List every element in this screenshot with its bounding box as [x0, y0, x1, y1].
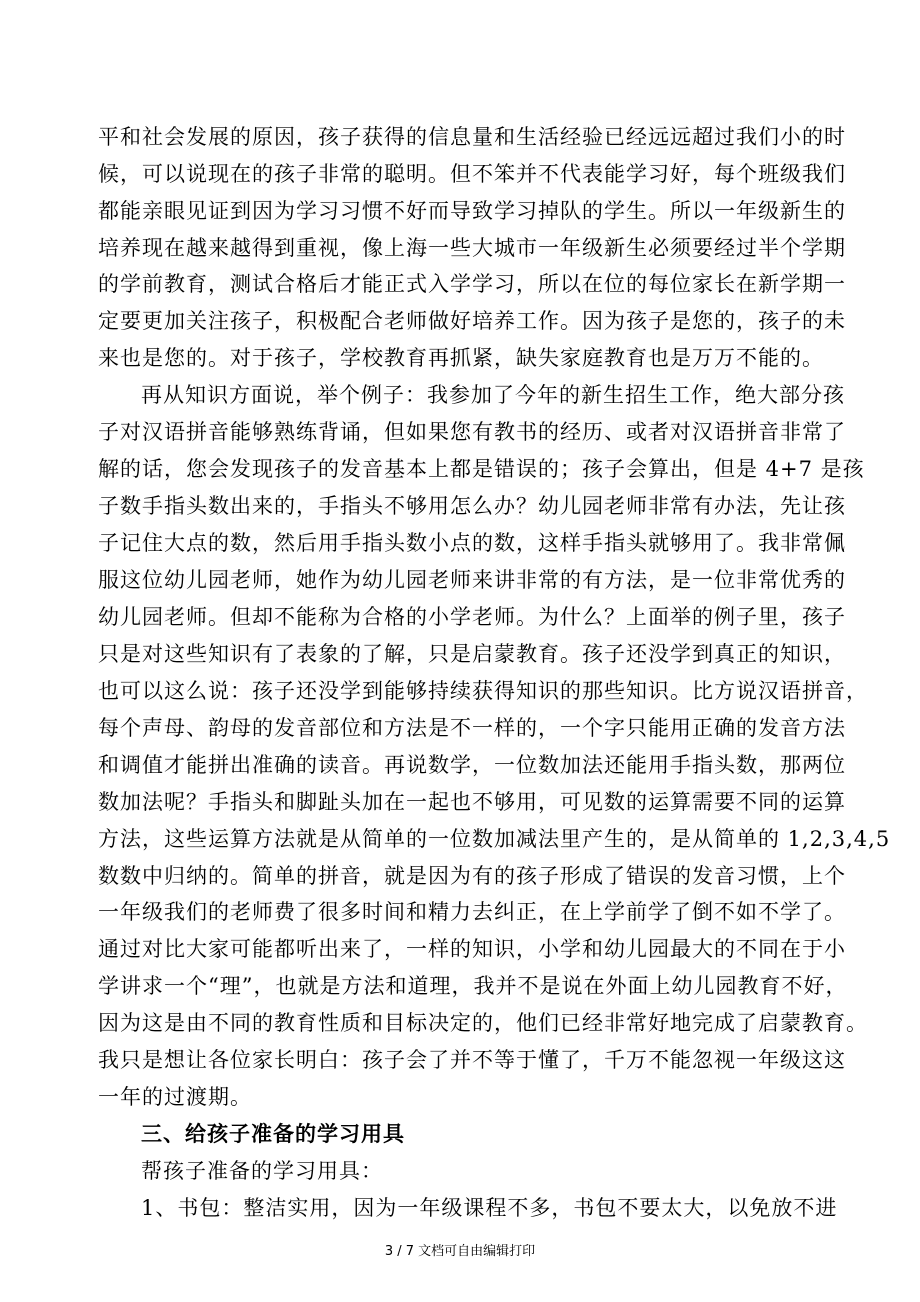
paragraph-line: 数加法呢？手指头和脚趾头加在一起也不够用，可见数的运算需要不同的运算 — [98, 790, 846, 814]
paragraph-line: 一年级我们的老师费了很多时间和精力去纠正，在上学前学了倒不如不学了。 — [98, 900, 846, 924]
paragraph-line: 子数手指头数出来的，手指头不够用怎么办？幼儿园老师非常有办法，先让孩 — [98, 494, 846, 518]
paragraph-line: 因为这是由不同的教育性质和目标决定的，他们已经非常好地完成了启蒙教育。 — [98, 1011, 868, 1035]
paragraph-line: 和调值才能拼出准确的读音。再说数学，一位数加法还能用手指头数，那两位 — [98, 753, 846, 777]
paragraph-line: 每个声母、韵母的发音部位和方法是不一样的，一个字只能用正确的发音方法 — [98, 716, 846, 740]
paragraph-line: 来也是您的。对于孩子，学校教育再抓紧，缺失家庭教育也是万万不能的。 — [98, 346, 824, 370]
paragraph-line: 1、书包：整洁实用，因为一年级课程不多，书包不要太大，以免放不进 — [141, 1196, 838, 1220]
paragraph-line: 培养现在越来越得到重视，像上海一些大城市一年级新生必须要经过半个学期 — [98, 236, 846, 260]
paragraph-line: 子记住大点的数，然后用手指头数小点的数，这样手指头就够用了。我非常佩 — [98, 531, 846, 555]
paragraph-line: 幼儿园老师。但却不能称为合格的小学老师。为什么？上面举的例子里，孩子 — [98, 605, 846, 629]
paragraph-line: 方法，这些运算方法就是从简单的一位数加减法里产生的，是从简单的 1,2,3,4,5 — [98, 827, 891, 851]
paragraph-line: 平和社会发展的原因，孩子获得的信息量和生活经验已经远远超过我们小的时 — [98, 125, 846, 149]
paragraph-line: 我只是想让各位家长明白：孩子会了并不等于懂了，千万不能忽视一年级这这 — [98, 1048, 846, 1072]
section-heading: 三、给孩子准备的学习用具 — [141, 1122, 405, 1146]
paragraph-line: 服这位幼儿园老师，她作为幼儿园老师来讲非常的有方法，是一位非常优秀的 — [98, 568, 846, 592]
paragraph-line: 子对汉语拼音能够熟练背诵，但如果您有教书的经历、或者对汉语拼音非常了 — [98, 420, 846, 444]
paragraph-line: 学讲求一个“理”，也就是方法和道理，我并不是说在外面上幼儿园教育不好， — [98, 974, 848, 998]
paragraph-line: 帮孩子准备的学习用具： — [141, 1159, 383, 1183]
paragraph-line: 解的话，您会发现孩子的发音基本上都是错误的；孩子会算出，但是 4+7 是孩 — [98, 457, 865, 481]
paragraph-line: 候，可以说现在的孩子非常的聪明。但不笨并不代表能学习好，每个班级我们 — [98, 162, 846, 186]
paragraph-line: 都能亲眼见证到因为学习习惯不好而导致学习掉队的学生。所以一年级新生的 — [98, 199, 846, 223]
paragraph-line: 的学前教育，测试合格后才能正式入学学习，所以在位的每位家长在新学期一 — [98, 272, 846, 296]
page-footer: 3 / 7 文档可自由编辑打印 — [384, 1244, 536, 1259]
paragraph-line: 一年的过渡期。 — [98, 1085, 252, 1109]
paragraph-line: 只是对这些知识有了表象的了解，只是启蒙教育。孩子还没学到真正的知识， — [98, 642, 846, 666]
paragraph-line: 也可以这么说：孩子还没学到能够持续获得知识的那些知识。比方说汉语拼音， — [98, 679, 868, 703]
paragraph-line: 通过对比大家可能都听出来了，一样的知识，小学和幼儿园最大的不同在于小 — [98, 937, 846, 961]
paragraph-line: 定要更加关注孩子，积极配合老师做好培养工作。因为孩子是您的，孩子的未 — [98, 309, 846, 333]
paragraph-line: 再从知识方面说，举个例子：我参加了今年的新生招生工作，绝大部分孩 — [141, 383, 845, 407]
paragraph-line: 数数中归纳的。简单的拼音，就是因为有的孩子形成了错误的发音习惯，上个 — [98, 864, 846, 888]
